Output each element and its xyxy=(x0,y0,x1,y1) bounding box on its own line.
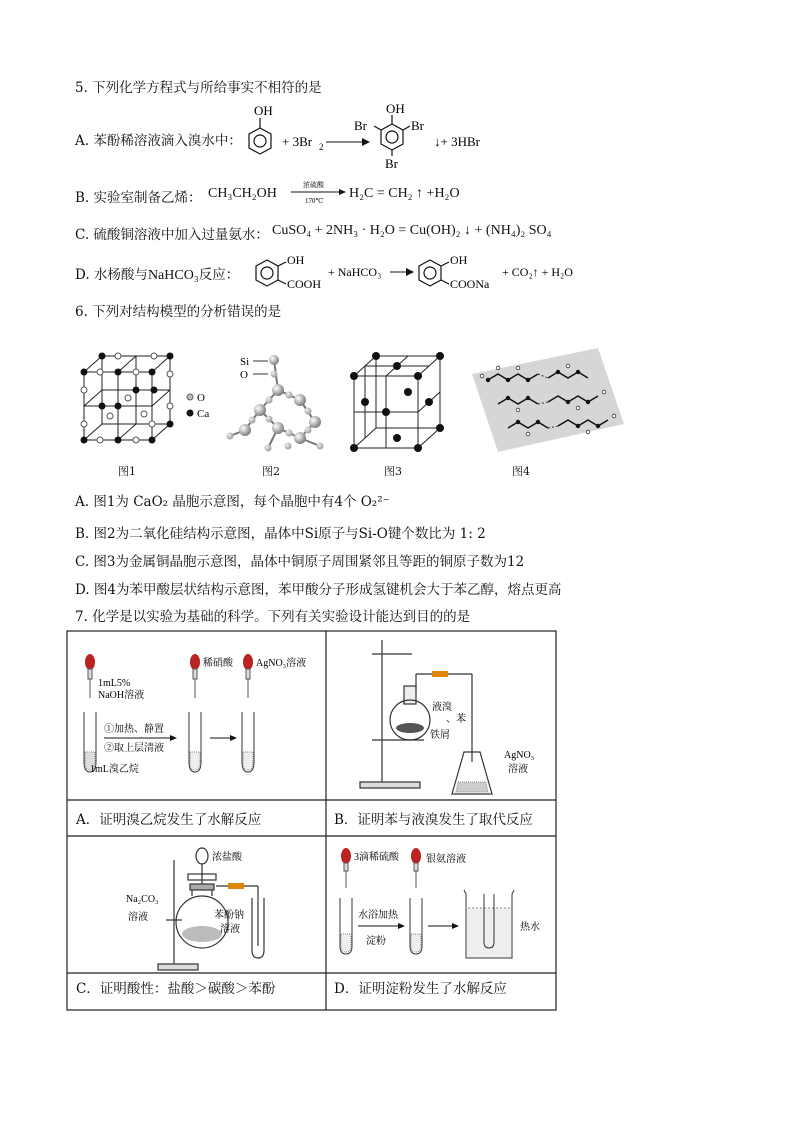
q6-title: 6. 下列对结构模型的分析错误的是 xyxy=(75,304,282,320)
legend-o-dot xyxy=(187,394,193,400)
q7-caption-b: B．证明苯与液溴发生了取代反应 xyxy=(334,812,533,828)
d-coona: COONa xyxy=(450,277,490,291)
q7-apparatus-a xyxy=(70,634,322,798)
phenol-oh-label: OH xyxy=(254,103,273,118)
d-label2: 银氨溶液 xyxy=(426,854,466,865)
b-label3: 铁屑 xyxy=(430,730,450,741)
c-label3: 溶液 xyxy=(128,912,148,923)
b-label1: 液溴 xyxy=(432,702,452,713)
q5-option-d-label xyxy=(75,263,239,284)
b-cond-bottom: 170℃ xyxy=(305,197,324,205)
fig3-caption: 图3 xyxy=(384,465,402,478)
figure-3-cu-cell xyxy=(350,350,450,458)
q7-caption-d: D．证明淀粉发生了水解反应 xyxy=(334,981,507,997)
q5-title: 5. 下列化学方程式与所给事实不相符的是 xyxy=(75,80,322,96)
a-step1: ①加热、静置 xyxy=(104,724,164,735)
legend-o: O xyxy=(197,392,205,404)
c-label4: 苯酚钠 xyxy=(214,910,244,921)
br-left-label: Br xyxy=(354,118,367,133)
a-reagent2: 稀硝酸 xyxy=(203,658,233,669)
a-reagent1: 1mL5% xyxy=(98,678,131,689)
reaction-arrow xyxy=(326,138,370,146)
q7-caption-a: A．证明溴乙烷发生了水解反应 xyxy=(76,812,262,828)
b-label2: 、苯 xyxy=(446,714,466,725)
d-label5: 热水 xyxy=(520,922,540,933)
figure-2-sio2-structure xyxy=(220,350,335,460)
c-label1: 浓盐酸 xyxy=(212,852,242,863)
fig1-caption: 图1 xyxy=(118,465,136,478)
d-products: + CO₂↑ + H₂O xyxy=(502,265,573,279)
fig4-caption: 图4 xyxy=(512,465,530,478)
d-plus-nahco3: + NaHCO₃ xyxy=(328,265,382,279)
q5-option-a-equation xyxy=(240,98,560,170)
a-reagent1b: NaOH溶液 xyxy=(98,690,145,701)
d-label-1: D. 水杨酸与 xyxy=(75,267,148,283)
b-reactant: CH₃CH₂OH xyxy=(208,186,277,201)
br-right-label: Br xyxy=(411,118,424,133)
dropper-1 xyxy=(85,654,95,698)
q5-option-d-equation xyxy=(250,250,590,295)
b-products: H₂C = CH₂ ↑ +H₂O xyxy=(349,186,460,201)
tribromophenol-structure xyxy=(374,115,410,156)
q6-option-b: B. 图2为二氧化硅结构示意图，晶体中Si原子与Si-O键个数比为 1: 2 xyxy=(75,526,486,542)
label-si: Si xyxy=(240,356,250,368)
a-step2: ②取上层清液 xyxy=(104,743,164,754)
salicylic-acid-structure xyxy=(256,260,286,286)
q7-caption-c: C．证明酸性：盐酸＞碳酸＞苯酚 xyxy=(76,981,276,997)
br-bottom-label: Br xyxy=(385,156,398,170)
dropper-3 xyxy=(243,654,253,698)
d-cooh: COOH xyxy=(287,277,322,291)
b-cond-top: 浓硫酸 xyxy=(303,181,324,189)
legend-ca: Ca xyxy=(197,408,210,420)
figure-1-cao2-cell xyxy=(78,350,218,460)
br2-subscript: 2 xyxy=(319,142,324,152)
d-label-2: 反应： xyxy=(198,267,240,283)
q5-option-b-label: B. 实验室制备乙烯： xyxy=(75,190,202,206)
d-reagent: NaHCO₃ xyxy=(147,268,199,283)
b-label5: 溶液 xyxy=(508,764,528,775)
sodium-salicylate-structure xyxy=(419,260,449,286)
plus-br2: + 3Br xyxy=(282,134,313,149)
c-label5: 溶液 xyxy=(220,924,240,935)
d-oh1: OH xyxy=(287,253,305,267)
q7-apparatus-c xyxy=(70,842,322,972)
label-o: O xyxy=(240,369,248,381)
phenol-structure xyxy=(249,118,271,154)
q5-option-a-label: A. 苯酚稀溶液滴入溴水中： xyxy=(75,133,242,149)
q7-apparatus-b xyxy=(332,634,552,798)
q6-option-c: C. 图3为金属铜晶胞示意图，晶体中铜原子周围紧邻且等距的铜原子数为12 xyxy=(75,554,525,570)
c-equation: CuSO₄ + 2NH₃ · H₂O = Cu(OH)₂ ↓ + (NH₄)₂ SO₄ xyxy=(272,223,552,238)
legend-ca-dot xyxy=(187,410,194,417)
d-label3: 水浴加热 xyxy=(358,910,398,921)
dropper-2 xyxy=(190,654,200,698)
tbp-oh-label: OH xyxy=(386,101,405,116)
d-arrow xyxy=(390,268,414,276)
d-label1: 3滴稀硫酸 xyxy=(354,852,399,863)
q7-apparatus-d xyxy=(332,842,552,972)
a-reagent3: AgNO₃溶液 xyxy=(256,658,307,669)
b-label4: AgNO₃ xyxy=(504,750,535,761)
a-sample: 1mL溴乙烷 xyxy=(90,764,139,775)
b-condition-arrow xyxy=(289,178,347,208)
fig2-caption: 图2 xyxy=(262,465,280,478)
a-products: ↓+ 3HBr xyxy=(434,134,480,149)
q6-option-a: A. 图1为 CaO₂ 晶胞示意图，每个晶胞中有4个 O₂²⁻ xyxy=(75,494,390,510)
q6-option-d: D. 图4为苯甲酸层状结构示意图，苯甲酸分子形成氢键机会大于苯乙醇，熔点更高 xyxy=(75,582,562,598)
d-oh2: OH xyxy=(450,253,468,267)
q5-option-c-label: C. 硫酸铜溶液中加入过量氨水： xyxy=(75,227,269,243)
q7-title: 7. 化学是以实验为基础的科学。下列有关实验设计能达到目的的是 xyxy=(75,609,471,625)
d-label4: 淀粉 xyxy=(366,936,386,947)
figure-4-benzoic-acid-layers xyxy=(468,344,628,462)
c-label2: Na₂CO₃ xyxy=(126,894,159,905)
